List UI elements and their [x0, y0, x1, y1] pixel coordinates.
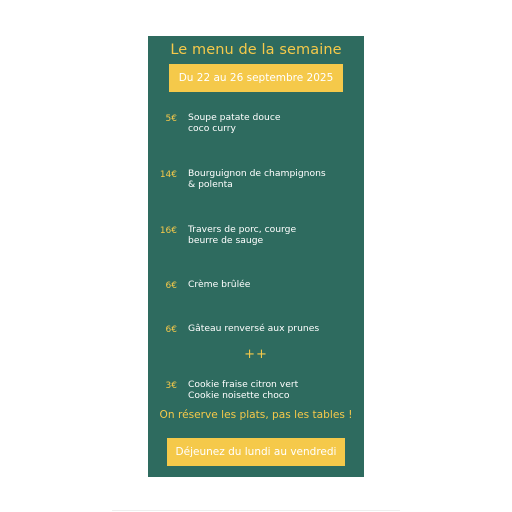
item-name-line: & polenta — [188, 179, 233, 190]
item-price: 5€ — [165, 114, 177, 124]
item-price: 3€ — [165, 381, 177, 391]
item-name-line: Bourguignon de champignons — [188, 168, 326, 179]
item-name-line: Crème brûlée — [188, 279, 251, 290]
item-name-line: Soupe patate douce — [188, 112, 281, 123]
item-name-line: Gâteau renversé aux prunes — [188, 323, 320, 334]
item-name-line: Cookie noisette choco — [188, 390, 290, 401]
menu-item — [148, 379, 364, 409]
menu-card — [148, 36, 364, 477]
menu-separator: ++ — [244, 347, 268, 362]
menu-title: Le menu de la semaine — [170, 42, 342, 58]
menu-item — [148, 168, 364, 198]
date-banner: Du 22 au 26 septembre 2025 — [169, 64, 343, 92]
item-price: 16€ — [159, 226, 177, 236]
menu-item — [148, 112, 364, 142]
item-price: 14€ — [159, 170, 177, 180]
reservation-note: On réserve les plats, pas les tables ! — [159, 409, 353, 421]
item-name — [188, 379, 358, 401]
menu-item — [148, 224, 364, 254]
bottom-divider — [112, 510, 400, 511]
item-name — [188, 224, 358, 246]
item-name-line: beurre de sauge — [188, 235, 264, 246]
menu-item — [148, 279, 364, 309]
item-name — [188, 323, 358, 334]
item-name — [188, 279, 358, 290]
item-name-line: Cookie fraise citron vert — [188, 379, 299, 390]
item-name — [188, 168, 358, 190]
opening-days-banner: Déjeunez du lundi au vendredi — [167, 438, 345, 466]
item-price: 6€ — [165, 325, 177, 335]
item-name-line: Travers de porc, courge — [188, 224, 297, 235]
item-name-line: coco curry — [188, 123, 236, 134]
item-price: 6€ — [165, 281, 177, 291]
item-name — [188, 112, 358, 134]
